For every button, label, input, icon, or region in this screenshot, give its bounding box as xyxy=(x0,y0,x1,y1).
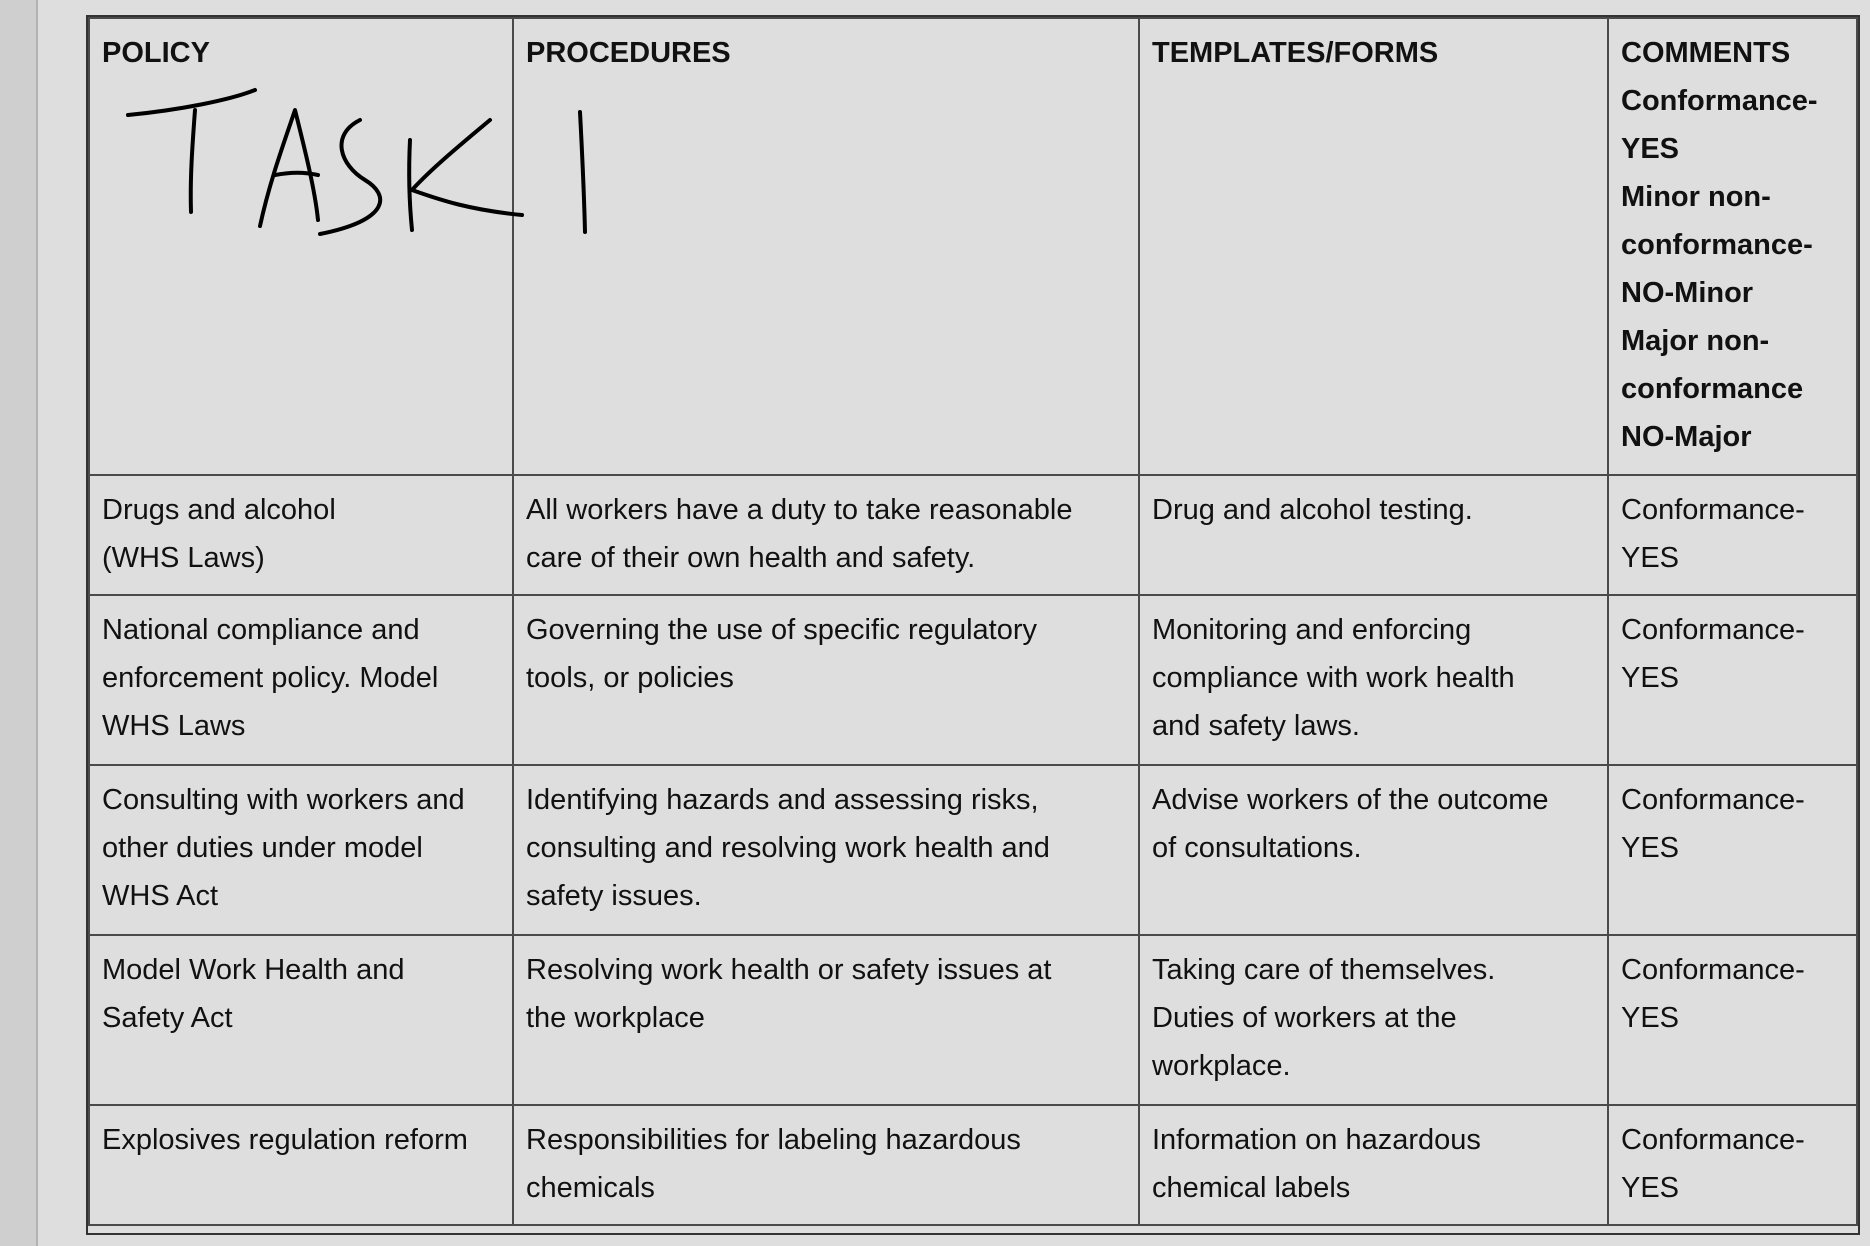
table-row xyxy=(89,765,1857,935)
header-policy: POLICY xyxy=(89,18,513,475)
cell-policy: National compliance and enforcement policy. Model WHS Laws xyxy=(89,595,513,765)
header-procedures: PROCEDURES xyxy=(513,18,1139,475)
cell-templates-forms: Information on hazardous chemical labels xyxy=(1139,1105,1608,1225)
cell-templates-forms: Drug and alcohol testing. xyxy=(1139,475,1608,595)
cell-procedures: Responsibilities for labeling hazardous chemicals xyxy=(513,1105,1139,1225)
cell-procedures: Resolving work health or safety issues at the workplace xyxy=(513,935,1139,1105)
table-row xyxy=(89,1105,1857,1225)
cell-policy: Model Work Health and Safety Act xyxy=(89,935,513,1105)
cell-comments: Conformance- YES xyxy=(1608,1105,1857,1225)
cell-procedures: Identifying hazards and assessing risks, consulting and resolving work health and safety issues. xyxy=(513,765,1139,935)
header-templates-forms: TEMPLATES/FORMS xyxy=(1139,18,1608,475)
table-row xyxy=(89,475,1857,595)
handwritten-task-1-annotation xyxy=(120,80,620,250)
left-margin-gutter xyxy=(0,0,38,1246)
cell-comments: Conformance- YES xyxy=(1608,595,1857,765)
cell-comments: Conformance- YES xyxy=(1608,765,1857,935)
cell-comments: Conformance- YES xyxy=(1608,935,1857,1105)
table-row xyxy=(89,935,1857,1105)
cell-templates-forms: Taking care of themselves. Duties of workers at the workplace. xyxy=(1139,935,1608,1105)
cell-templates-forms: Monitoring and enforcing compliance with work health and safety laws. xyxy=(1139,595,1608,765)
cell-templates-forms: Advise workers of the outcome of consultations. xyxy=(1139,765,1608,935)
cell-procedures: Governing the use of specific regulatory tools, or policies xyxy=(513,595,1139,765)
header-comments: COMMENTS Conformance- YES Minor non- conformance- NO-Minor Major non- conformance NO-Major xyxy=(1608,18,1857,475)
cell-policy: Explosives regulation reform xyxy=(89,1105,513,1225)
cell-policy: Consulting with workers and other duties under model WHS Act xyxy=(89,765,513,935)
table-row xyxy=(89,595,1857,765)
cell-policy: Drugs and alcohol (WHS Laws) xyxy=(89,475,513,595)
cell-procedures: All workers have a duty to take reasonable care of their own health and safety. xyxy=(513,475,1139,595)
cell-comments: Conformance- YES xyxy=(1608,475,1857,595)
